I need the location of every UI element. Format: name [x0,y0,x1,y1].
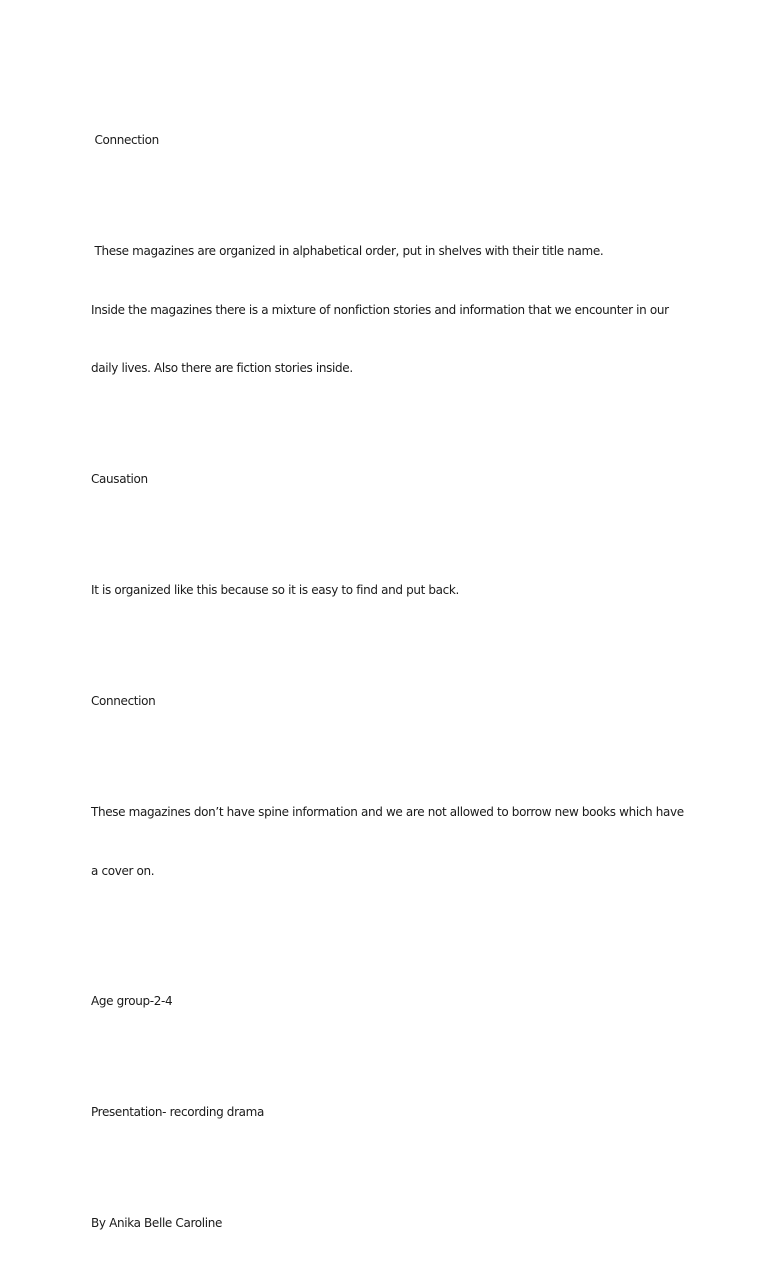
paragraph-line: daily lives. Also there are fiction stories inside. [91,361,353,375]
author-text: By Anika Belle Caroline [91,1215,223,1230]
age-group-line [91,953,691,1051]
paragraph-magazines-organization [91,203,691,418]
paragraph-line: a cover on. [91,863,155,878]
presentation-text: Presentation- recording drama [91,1104,265,1119]
paragraph-line: These magazines don’t have spine information and we are not allowed to borrow new books which have [91,805,684,819]
age-group-text: Age group-2-4 [91,993,173,1008]
presentation-line [91,1064,691,1162]
heading-connection-second [91,653,691,751]
document-body [91,92,691,1286]
author-line [91,1175,691,1273]
heading-text: Causation [91,472,148,486]
spacer [91,934,691,953]
paragraph-line: These magazines are organized in alphabetical order, put in shelves with their title name. [91,244,604,258]
paragraph-causation [91,542,691,640]
paragraph-spine-information [91,764,691,920]
heading-text: Connection [91,133,159,147]
heading-text: Connection [91,694,156,708]
paragraph-line: Inside the magazines there is a mixture of nonfiction stories and information that we encounter in our [91,302,669,317]
heading-causation [91,431,691,529]
heading-connection-first [91,92,691,190]
paragraph-line: It is organized like this because so it is easy to find and put back. [91,583,459,597]
